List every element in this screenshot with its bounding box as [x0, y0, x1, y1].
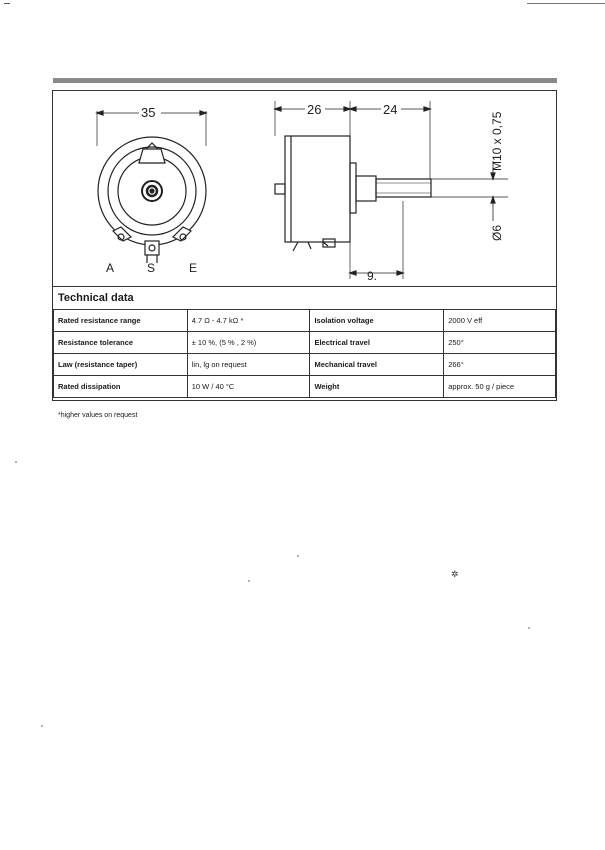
- front-view: [97, 111, 206, 263]
- spec-label: Law (resistance taper): [54, 354, 188, 376]
- dim-9: 9.: [367, 269, 378, 283]
- corner-mark: [4, 3, 10, 4]
- side-view: [275, 101, 508, 279]
- terminal-s-label: S: [147, 261, 156, 275]
- header-bar: [53, 78, 557, 83]
- spec-label: Rated resistance range: [54, 310, 188, 332]
- scan-speck: [528, 627, 530, 629]
- scan-speck: [297, 555, 299, 557]
- spec-value: 10 W / 40 °C: [187, 376, 310, 398]
- corner-line: [527, 3, 605, 4]
- spec-label: Mechanical travel: [310, 354, 444, 376]
- terminal-e-label: E: [189, 261, 198, 275]
- table-row: [54, 310, 556, 332]
- technical-data-title: Technical data: [53, 286, 556, 308]
- dim-thread: M10 x 0,75: [490, 111, 504, 171]
- scan-speck: [15, 461, 17, 463]
- dim-35: 35: [141, 105, 156, 120]
- scan-mark: ✲: [451, 569, 459, 579]
- scan-speck: [41, 725, 43, 727]
- spec-label: Weight: [310, 376, 444, 398]
- table-row: [54, 376, 556, 398]
- spec-label: Isolation voltage: [310, 310, 444, 332]
- spec-value: 266°: [444, 354, 556, 376]
- spec-label: Electrical travel: [310, 332, 444, 354]
- technical-drawing: [53, 91, 556, 286]
- spec-value: ± 10 %, (5 % , 2 %): [187, 332, 310, 354]
- table-row: [54, 354, 556, 376]
- spec-value: 2000 V eff: [444, 310, 556, 332]
- spec-label: Resistance tolerance: [54, 332, 188, 354]
- table-row: [54, 332, 556, 354]
- scan-speck: [248, 580, 250, 582]
- footnote: *higher values on request: [58, 412, 138, 419]
- datasheet-frame: [52, 90, 557, 401]
- drawing-svg: [53, 91, 556, 286]
- dim-26: 26: [307, 102, 322, 117]
- dim-shaft-diameter: Ø6: [490, 224, 504, 241]
- spec-value: 250°: [444, 332, 556, 354]
- spec-value: approx. 50 g / piece: [444, 376, 556, 398]
- spec-label: Rated dissipation: [54, 376, 188, 398]
- technical-data-table: [53, 309, 556, 398]
- terminal-a-label: A: [106, 261, 115, 275]
- spec-value: lin, lg on request: [187, 354, 310, 376]
- dim-24: 24: [383, 102, 398, 117]
- spec-value: 4.7 Ω - 4.7 kΩ *: [187, 310, 310, 332]
